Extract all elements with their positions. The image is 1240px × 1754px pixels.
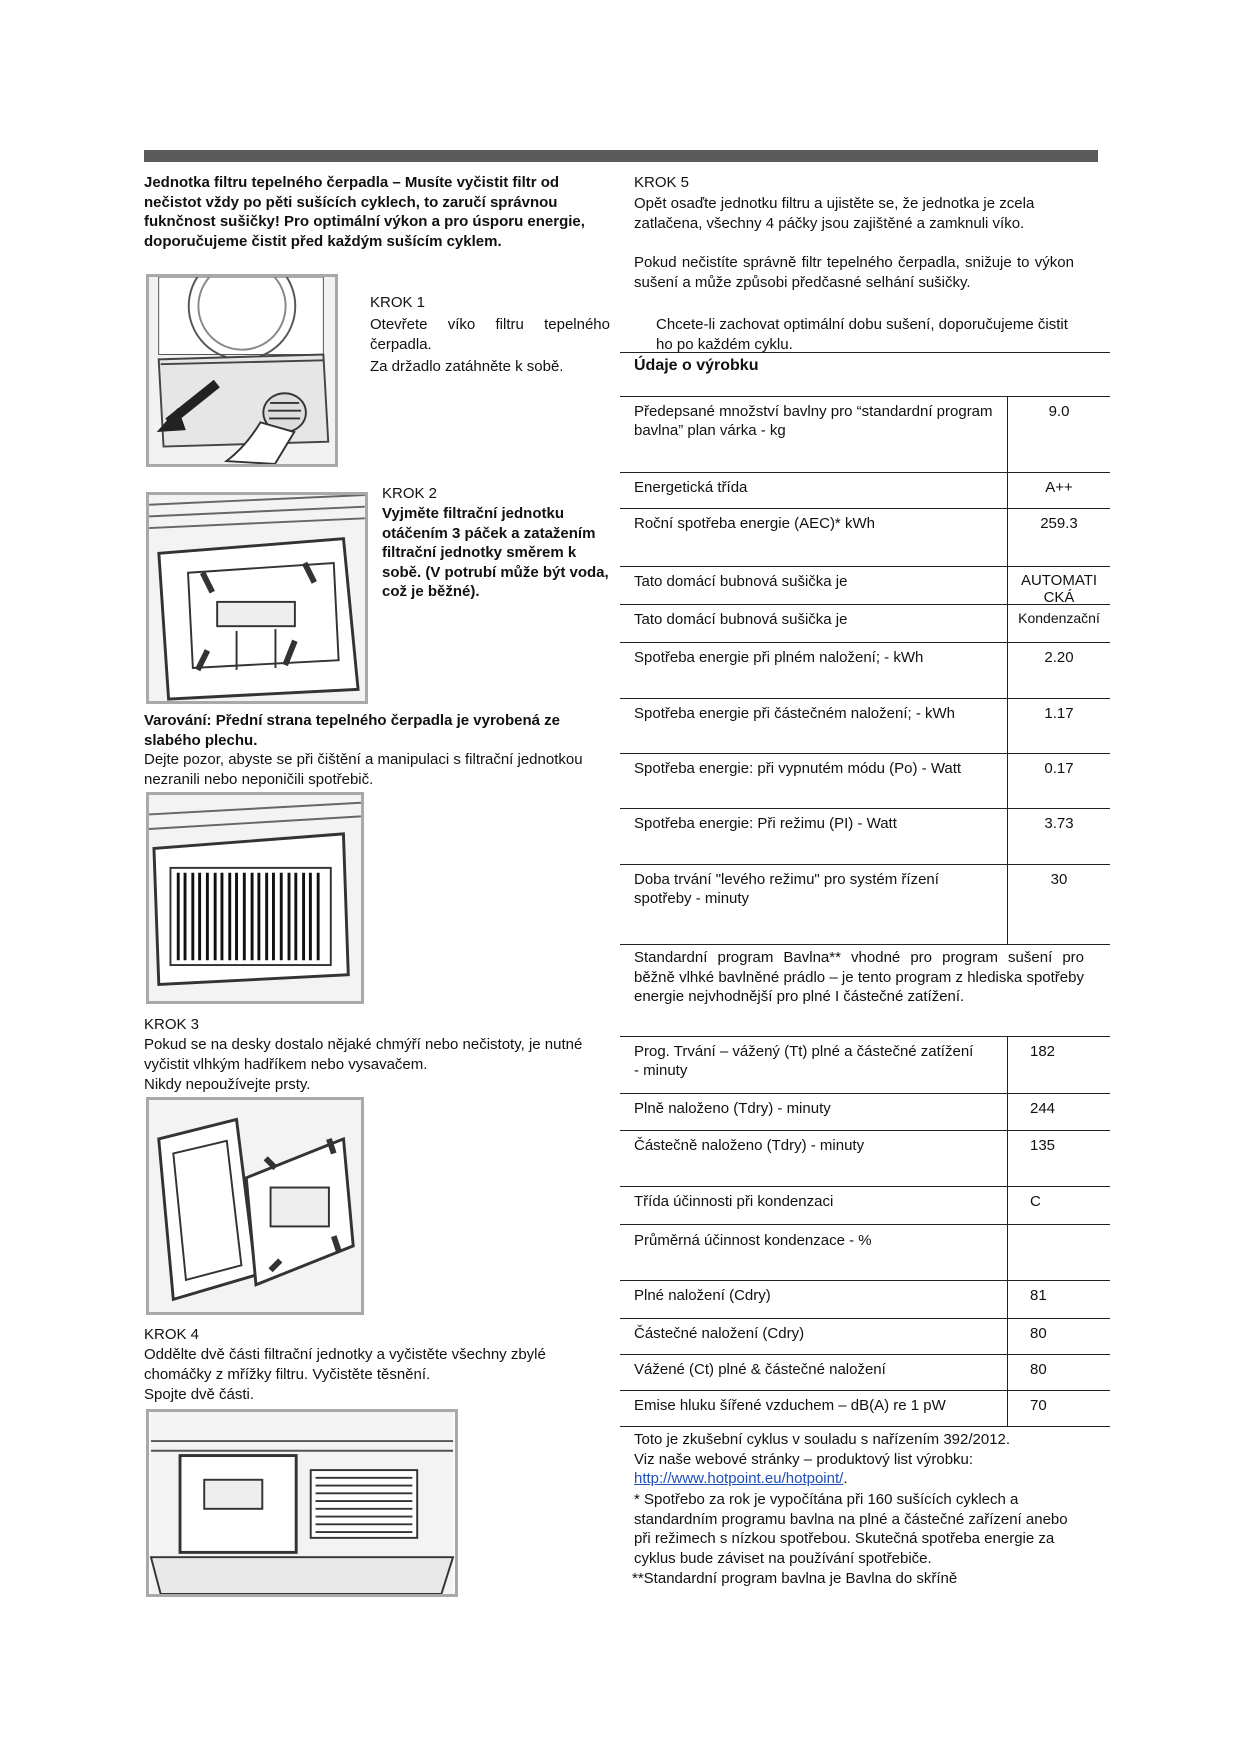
row-label: Doba trvání "levého režimu" pro systém řízení spotřeby - minuty (634, 871, 939, 907)
row-value: AUTOMATI CKÁ (1020, 572, 1098, 604)
figure-step2 (146, 492, 368, 704)
row-value: C (1030, 1193, 1041, 1210)
row-label: Spotřeba energie: Při režimu (PI) - Watt (634, 815, 897, 832)
row-value: 80 (1030, 1325, 1047, 1342)
table-rule (620, 944, 1110, 945)
step5-text2: Pokud nečistíte správně filtr tepelného čerpadla, snižuje to výkon sušení a může způsobi předčasné selhání sušičky. (634, 254, 1074, 291)
row-value: A++ (1045, 479, 1073, 496)
table-rule (620, 753, 1110, 754)
warning-text: Dejte pozor, abyste se při čištění a manipulaci s filtrační jednotkou nezranili nebo neponičili spotřebič. (144, 751, 583, 788)
row-value: 80 (1030, 1361, 1047, 1378)
table-rule (620, 1390, 1110, 1391)
row-value: 182 (1030, 1043, 1056, 1060)
table-rule (620, 1354, 1110, 1355)
step3-text2: Nikdy nepoužívejte prsty. (144, 1076, 311, 1093)
step4-text1: Oddělte dvě části filtrační jednotky a vyčistěte všechny zbylé chomáčky z mřížky filtru. Vyčistěte těsnění. (144, 1346, 546, 1383)
footer-note-standard: **Standardní program bavlna je Bavlna do skříně (632, 1570, 958, 1587)
table-rule (620, 472, 1110, 473)
warning-bold: Varování: Přední strana tepelného čerpadla je vyrobená ze slabého plechu. (144, 712, 560, 749)
row-value: 0.17 (1044, 760, 1074, 777)
row-value: 1.17 (1044, 705, 1074, 722)
row-label: Průměrná účinnost kondenzace - % (634, 1232, 872, 1249)
row-label: Roční spotřeba energie (AEC)* kWh (634, 515, 875, 532)
step1-title: KROK 1 (370, 294, 426, 311)
table-rule (620, 566, 1110, 567)
row-value: 81 (1030, 1287, 1047, 1304)
table-divider (1007, 396, 1008, 944)
step5-text3: Chcete-li zachovat optimální dobu sušení, doporučujeme čistit ho po každém cyklu. (656, 316, 1068, 353)
row-value: 70 (1030, 1397, 1047, 1414)
row-label: Plně naloženo (Tdry) - minuty (634, 1100, 831, 1117)
row-label: Částečné naložení (Cdry) (634, 1325, 805, 1342)
row-value: 30 (1050, 871, 1068, 888)
row-label: Emise hluku šířené vzduchem – dB(A) re 1 pW (634, 1397, 946, 1414)
row-value: 3.73 (1044, 815, 1074, 832)
table-divider (1007, 1036, 1008, 1426)
table-rule (620, 1130, 1110, 1131)
row-value: 2.20 (1044, 649, 1074, 666)
footer-website: Viz naše webové stránky – produktový list výrobku: (634, 1451, 974, 1468)
footer-regulation: Toto je zkušební cyklus v souladu s nařízením 392/2012. (634, 1431, 1011, 1448)
row-value: 9.0 (1048, 403, 1070, 420)
table-rule (620, 698, 1110, 699)
figure-filter (146, 792, 364, 1004)
row-value: 135 (1030, 1137, 1056, 1154)
table-rule (620, 1093, 1110, 1094)
table-rule (620, 808, 1110, 809)
footer-note: * Spotřebo za rok je vypočítána při 160 sušících cyklech a standardním programu bavlna na plné a částečné zařízení anebo při režimech s nízkou spotřebou. Skutečná spotřeba energie za cyklus bude záviset na používání spotřebiče. (634, 1491, 1068, 1567)
table-rule (620, 1186, 1110, 1187)
table-rule (620, 1280, 1110, 1281)
row-value: 259.3 (1040, 515, 1078, 532)
footer-link-line: http://www.hotpoint.eu/hotpoint/. (634, 1470, 848, 1487)
step3-text1: Pokud se na desky dostalo nějaké chmýří nebo nečistoty, je nutné vyčistit vlhkým hadříkem nebo vysavačem. (144, 1036, 583, 1073)
figure-step4 (146, 1409, 458, 1597)
figure-step1 (146, 274, 338, 467)
step2-text: Vyjměte filtrační jednotku otáčením 3 páček a zatažením filtrační jednotky směrem k sobě. (V potrubí může být voda, což je běžné). (382, 505, 609, 600)
figure-step3 (146, 1097, 364, 1315)
table-rule (620, 864, 1110, 865)
step4-title: KROK 4 (144, 1326, 200, 1343)
row-label: Tato domácí bubnová sušička je (634, 611, 848, 628)
table-rule (620, 1318, 1110, 1319)
row-label: Spotřeba energie: při vypnutém módu (Po) - Watt (634, 760, 962, 777)
step3-title: KROK 3 (144, 1016, 200, 1033)
row-label: Tato domácí bubnová sušička je (634, 573, 848, 590)
row-value: Kondenzační (1018, 610, 1100, 626)
step4-text2: Spojte dvě části. (144, 1386, 255, 1403)
table-rule (620, 508, 1110, 509)
row-label: Plné naložení (Cdry) (634, 1287, 771, 1304)
row-value: 244 (1030, 1100, 1056, 1117)
intro-text: Jednotka filtru tepelného čerpadla – Musíte vyčistit filtr od nečistot vždy po pěti sušících cyklech, to zaručí správnou fuknčnost sušičky! Pro optimální výkon a pro úsporu energie, doporučujeme čistit před každým sušícím cyklem. (144, 174, 585, 250)
step1-text2: Za držadlo zatáhněte k sobě. (370, 358, 564, 375)
product-sheet-link[interactable]: http://www.hotpoint.eu/hotpoint/ (634, 1470, 844, 1487)
table-rule (620, 642, 1110, 643)
step5-text1: Opět osaďte jednotku filtru a ujistěte se, že jednotka je zcela zatlačena, všechny 4 páčky jsou zajištěné a zamknuli víko. (634, 195, 1035, 232)
row-label: Spotřeba energie při plném naložení; - kWh (634, 649, 924, 666)
row-label: Vážené (Ct) plné & částečné naložení (634, 1361, 886, 1378)
heading-rule (620, 352, 1110, 353)
step1-text1: Otevřete víko filtru tepelného čerpadla. (370, 316, 610, 353)
table-rule (620, 1426, 1110, 1427)
header-bar (144, 150, 1098, 162)
table-rule (620, 1224, 1110, 1225)
step2-title: KROK 2 (382, 485, 438, 502)
row-label: Částečně naloženo (Tdry) - minuty (634, 1137, 865, 1154)
row-label: Energetická třída (634, 479, 748, 496)
row-label: Předepsané množství bavlny pro “standardní program bavlna” plan várka - kg (634, 403, 993, 439)
row-label: Prog. Trvání – vážený (Tt) plné a částečné zatížení - minuty (634, 1043, 974, 1079)
product-heading: Údaje o výrobku (634, 357, 759, 374)
table-rule (620, 1036, 1110, 1037)
row-label: Spotřeba energie při částečném naložení; - kWh (634, 705, 955, 722)
table-rule (620, 604, 1110, 605)
step5-title: KROK 5 (634, 174, 690, 191)
table-rule (620, 396, 1110, 397)
row-label: Třída účinnosti při kondenzaci (634, 1193, 834, 1210)
standard-note: Standardní program Bavlna** vhodné pro program sušení pro běžně vlhké bavlněné prádlo – je tento program z hlediska spotřeby energie nejvhodnější pro plné I částečné zatížení. (634, 949, 1084, 1005)
